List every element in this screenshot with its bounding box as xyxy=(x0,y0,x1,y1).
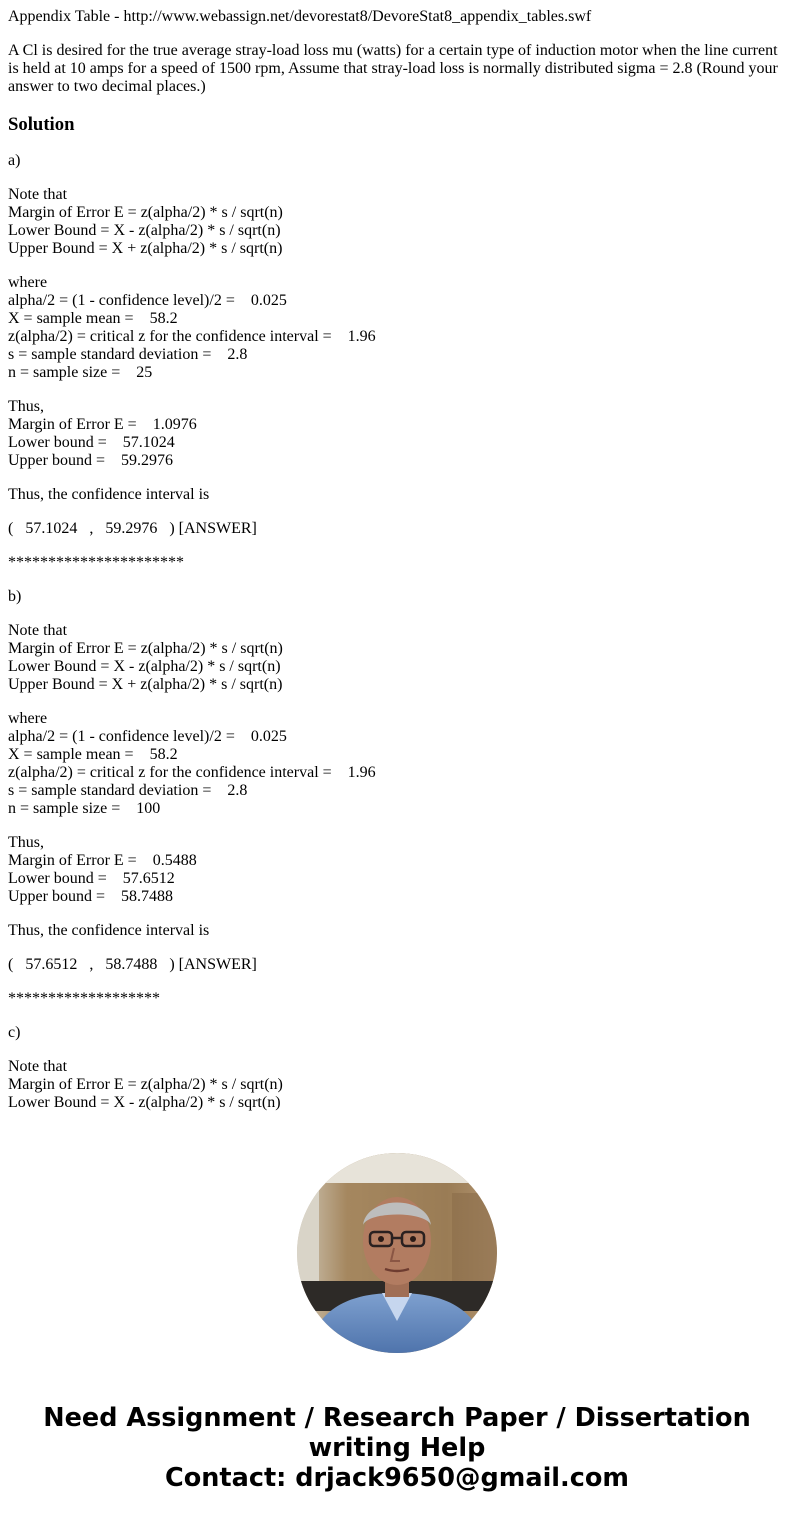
part-c xyxy=(8,1024,788,1112)
formula-block: Note that Margin of Error E = z(alpha/2) * s / sqrt(n) Lower Bound = X - z(alpha/2) * s / sqrt(n) xyxy=(8,1058,283,1111)
solution-heading: Solution xyxy=(8,114,75,135)
where-block: where alpha/2 = (1 - confidence level)/2 = 0.025 X = sample mean = 58.2 z(alpha/2) = critical z for the confidence interval = 1.96 s = sample standard deviation = 2.8 n = sample size = 25 xyxy=(8,274,376,381)
separator: ********************** xyxy=(8,554,184,571)
contact-email: Contact: drjack9650@gmail.com xyxy=(165,1463,629,1493)
ci-intro: Thus, the confidence interval is xyxy=(8,486,210,503)
formula-block: Note that Margin of Error E = z(alpha/2) * s / sqrt(n) Lower Bound = X - z(alpha/2) * s / sqrt(n) Upper Bound = X + z(alpha/2) * s / sqrt(n) xyxy=(8,622,283,693)
separator: ******************* xyxy=(8,990,160,1007)
appendix-table-line: Appendix Table - http://www.webassign.net/devorestat8/DevoreStat8_appendix_tables.swf xyxy=(8,8,592,25)
answer-line: ( 57.1024 , 59.2976 ) [ANSWER] xyxy=(8,520,257,537)
help-banner xyxy=(0,1403,794,1493)
author-photo xyxy=(297,1153,497,1353)
banner-line: writing Help xyxy=(308,1433,486,1463)
results-block: Thus, Margin of Error E = 1.0976 Lower bound = 57.1024 Upper bound = 59.2976 xyxy=(8,398,197,469)
part-label: a) xyxy=(8,152,21,169)
part-a xyxy=(8,152,788,572)
ci-intro: Thus, the confidence interval is xyxy=(8,922,210,939)
part-label: b) xyxy=(8,588,22,605)
document-body xyxy=(8,0,788,1122)
part-b xyxy=(8,588,788,1008)
formula-block: Note that Margin of Error E = z(alpha/2) * s / sqrt(n) Lower Bound = X - z(alpha/2) * s / sqrt(n) Upper Bound = X + z(alpha/2) * s / sqrt(n) xyxy=(8,186,283,257)
answer-line: ( 57.6512 , 58.7488 ) [ANSWER] xyxy=(8,956,257,973)
banner-line: Need Assignment / Research Paper / Dissertation xyxy=(43,1403,751,1433)
question-text: A Cl is desired for the true average stray-load loss mu (watts) for a certain type of induction motor when the line current is held at 10 amps for a speed of 1500 rpm, Assume that stray-load loss is normally distributed sigma = 2.8 (Round your answer to two decimal places.) xyxy=(8,42,778,95)
where-block: where alpha/2 = (1 - confidence level)/2 = 0.025 X = sample mean = 58.2 z(alpha/2) = critical z for the confidence interval = 1.96 s = sample standard deviation = 2.8 n = sample size = 100 xyxy=(8,710,376,817)
results-block: Thus, Margin of Error E = 0.5488 Lower bound = 57.6512 Upper bound = 58.7488 xyxy=(8,834,197,905)
part-label: c) xyxy=(8,1024,21,1041)
